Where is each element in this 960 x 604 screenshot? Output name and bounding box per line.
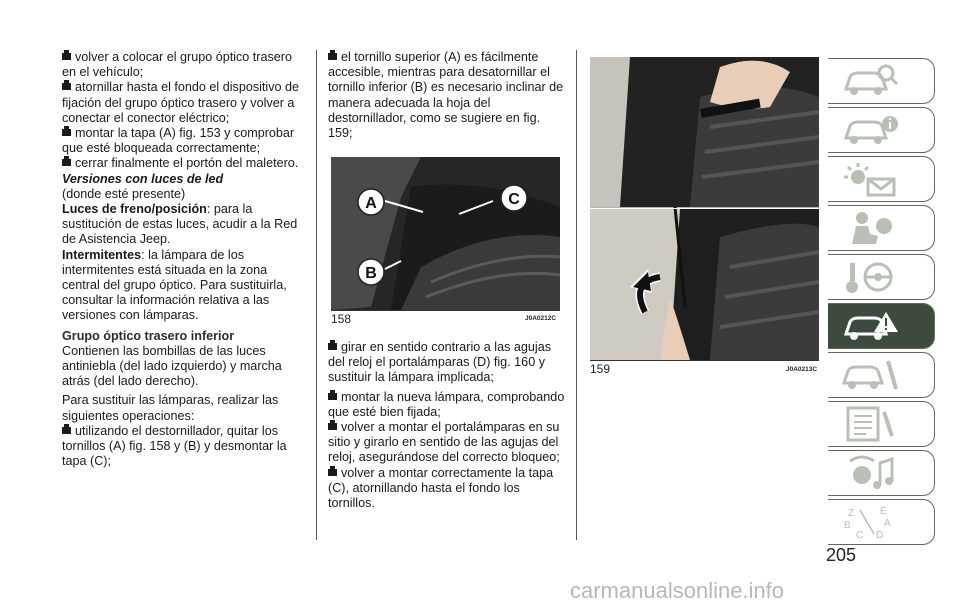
svg-text:D: D [876, 530, 884, 540]
list-item: montar la nueva lámpara, comprobando que esté bien fijada; [328, 389, 565, 419]
column-middle [328, 50, 568, 141]
figure-159-number: 159 [590, 362, 611, 376]
section-heading: Grupo óptico trasero inferior [62, 328, 235, 343]
column-divider [576, 50, 577, 540]
car-tools-icon [840, 357, 900, 393]
column-divider [316, 50, 317, 540]
list-item: el tornillo superior (A) es fácilmente accesible, mientras para desatornillar el tornillo inferior (B) es necesario inclinar de manera adecuada la hoja del destornillador, como se sugiere en fig. 159; [328, 50, 564, 141]
bullet-icon [328, 393, 337, 400]
multimedia-icon [840, 455, 900, 491]
column-middle-lower [328, 340, 568, 511]
wheel-arch-illustration [331, 157, 560, 310]
bullet-icon [328, 469, 337, 476]
figure-rule [331, 310, 560, 311]
airbag-person-icon [840, 210, 900, 246]
figure-158-image [331, 157, 560, 310]
list-item: volver a montar correctamente la tapa (C), atornillando hasta el fondo los tornillos. [328, 465, 554, 511]
figure-rule [590, 360, 819, 361]
checklist-icon [840, 406, 900, 442]
figure-158-code: J0A0212C [525, 315, 557, 322]
svg-text:E: E [880, 506, 887, 517]
list-item: volver a montar el portalámparas en su sitio y girarlo en sentido de las agujas del reloj, asegurándose del correcto bloqueo; [328, 420, 560, 465]
svg-text:Z: Z [848, 508, 855, 519]
bullet-icon [62, 427, 71, 434]
list-item: volver a colocar el grupo óptico trasero en el vehículo; [62, 50, 293, 80]
tab-car-info[interactable] [828, 107, 935, 153]
list-item: atornillar hasta el fondo el dispositivo de fijación del grupo óptico trasero y volver a conectar el conector eléctrico; [62, 80, 300, 125]
car-info-icon [840, 112, 900, 148]
tab-index[interactable] [828, 499, 935, 545]
list-item: cerrar finalmente el portón del maletero. [62, 156, 302, 171]
callout-b-label: B [365, 265, 377, 282]
tab-warning-lights[interactable] [828, 156, 935, 202]
paragraph: Intermitentes: la lámpara de los intermitentes está situada en la zona central del grupo óptico. Para sustituirla, consultar la información relativa a las versiones con lámparas. [62, 247, 287, 323]
tab-checklist[interactable] [828, 401, 935, 447]
car-warning-icon [840, 308, 900, 344]
tab-car-tools[interactable] [828, 352, 935, 398]
bullet-icon [328, 423, 337, 430]
note-text: (donde esté presente) [62, 186, 186, 201]
tab-car-search[interactable] [828, 58, 935, 104]
watermark-text: carmanualsonline.info [570, 578, 785, 603]
paragraph: Luces de freno/posición: para la sustitución de estas luces, acudir a la Red de Asistencia Jeep. [62, 202, 298, 247]
bullet-icon [328, 343, 337, 350]
key-steering-icon [840, 259, 900, 295]
paragraph: Contienen las bombillas de las luces antiniebla (del lado izquierdo) y marcha atrás (del lado derecho). [62, 343, 282, 389]
bullet-icon [62, 129, 71, 136]
car-search-icon [840, 63, 900, 99]
index-letters-icon [840, 504, 900, 540]
svg-text:A: A [884, 518, 891, 529]
tab-car-warning[interactable] [828, 303, 935, 349]
list-item: girar en sentido contrario a las agujas del reloj el portalámparas (D) fig. 160 y sustituir la lámpara implicada; [328, 340, 552, 385]
svg-text:B: B [844, 520, 851, 531]
page-number: 205 [826, 545, 857, 565]
tab-airbag-person[interactable] [828, 205, 935, 251]
figure-158-number: 158 [331, 312, 352, 326]
bullet-icon [328, 53, 337, 60]
list-item: montar la tapa (A) fig. 153 y comprobar que esté bloqueada correctamente; [62, 126, 295, 156]
figure-159-code: J0A0213C [786, 366, 818, 373]
bullet-icon [62, 83, 71, 90]
callout-c-label: C [508, 191, 520, 208]
tab-key-steering[interactable] [828, 254, 935, 300]
warning-lights-icon [840, 161, 900, 197]
figure-split [590, 208, 819, 209]
bullet-icon [62, 53, 71, 60]
tab-multimedia[interactable] [828, 450, 935, 496]
section-heading: Versiones con luces de led [62, 171, 224, 186]
callout-a-label: A [365, 195, 377, 212]
paragraph: Para sustituir las lámparas, realizar las siguientes operaciones: [62, 393, 279, 423]
bullet-icon [62, 159, 71, 166]
column-left [62, 50, 302, 469]
list-item: utilizando el destornillador, quitar los tornillos (A) fig. 158 y (B) y desmontar la tapa (C); [62, 423, 287, 469]
svg-text:C: C [856, 530, 864, 540]
